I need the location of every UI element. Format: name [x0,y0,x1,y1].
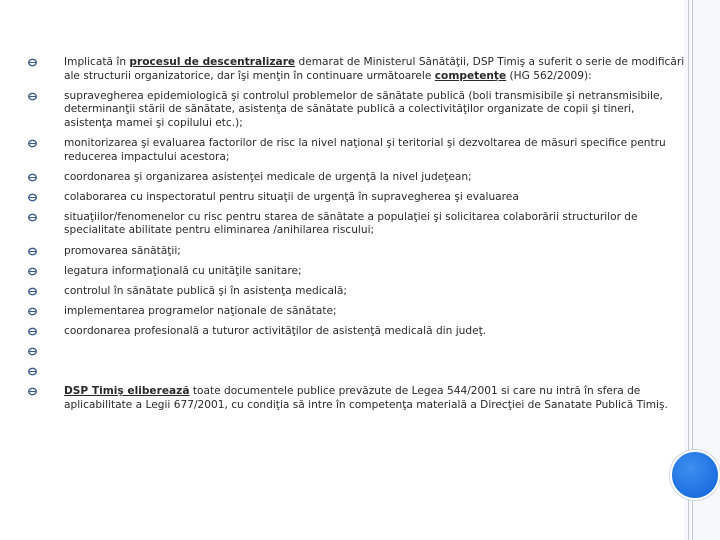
bullet-text: DSP Timiş eliberează toate documentele publice prevăzute de Legea 544/2001 si care nu intră în sfera de aplicabilitate a Legii 677/2001, cu condiţia să intre în competenţa materială a Direcţiei de Sanatate Publică Timiş. [64,385,668,411]
ring-bullet-icon [28,347,37,356]
bullet-item-intro [28,56,686,83]
bullet-text: monitorizarea şi evaluarea factorilor de risc la nivel naţional şi teritorial şi dezvoltarea de măsuri specifice pentru reducerea impactului acestora; [64,136,666,163]
bullet-item [28,90,686,131]
bullet-item-empty [28,365,686,379]
bullet-text: Implicată în procesul de descentralizare demarat de Ministerul Sănătăţii, DSP Timiş a suferit o serie de modificări ale structurii organizatorice, dar îşi menţin în continuare următoarele competenţe (HG 562/2009): [64,56,685,82]
bullet-item [28,211,686,238]
bullet-text: supravegherea epidemiologică şi controlul problemelor de sănătate publică (boli transmisibile şi netransmisibile, determinanţii stării de sănătate, asistenţa de sănătate publică a colectivităţilor organizate de copii şi tineri, asistenţa mamei şi copilului etc.); [64,89,663,129]
bullet-text: controlul în sănătate publică şi în asistenţa medicală; [64,284,347,297]
bullet-text: situaţiilor/fenomenelor cu risc pentru starea de sănătate a populaţiei şi solicitarea colaborării structurilor de specialitate abilitate pentru eliminarea /anihilarea riscului; [64,210,638,237]
ring-bullet-icon [28,367,37,376]
ring-bullet-icon [28,139,37,148]
bullet-item-empty [28,345,686,359]
bullet-text: promovarea sănătăţii; [64,244,181,257]
bullet-item [28,245,686,259]
bullet-item [28,171,686,185]
bullet-text: legatura informaţională cu unităţile sanitare; [64,264,302,277]
blue-circle-decoration [670,450,720,500]
bullet-item [28,305,686,319]
ring-bullet-icon [28,307,37,316]
ring-bullet-icon [28,193,37,202]
bullet-item [28,137,686,164]
bullet-item [28,285,686,299]
bullet-text: coordonarea şi organizarea asistenţei medicale de urgenţă la nivel judeţean; [64,170,472,183]
bullet-text: coordonarea profesională a tuturor activităţilor de asistenţă medicală din judeţ. [64,324,487,337]
bullet-item [28,325,686,339]
bullet-item [28,265,686,279]
bullet-text: implementarea programelor naţionale de sănătate; [64,304,337,317]
ring-bullet-icon [28,58,37,67]
ring-bullet-icon [28,287,37,296]
ring-bullet-icon [28,387,37,396]
bullet-text: colaborarea cu inspectoratul pentru situaţii de urgenţă în supravegherea şi evaluarea [64,190,519,203]
ring-bullet-icon [28,92,37,101]
ring-bullet-icon [28,267,37,276]
slide-content [28,56,686,419]
bullet-item-documents [28,385,686,412]
ring-bullet-icon [28,173,37,182]
ring-bullet-icon [28,327,37,336]
ring-bullet-icon [28,247,37,256]
bullet-item [28,191,686,205]
ring-bullet-icon [28,213,37,222]
